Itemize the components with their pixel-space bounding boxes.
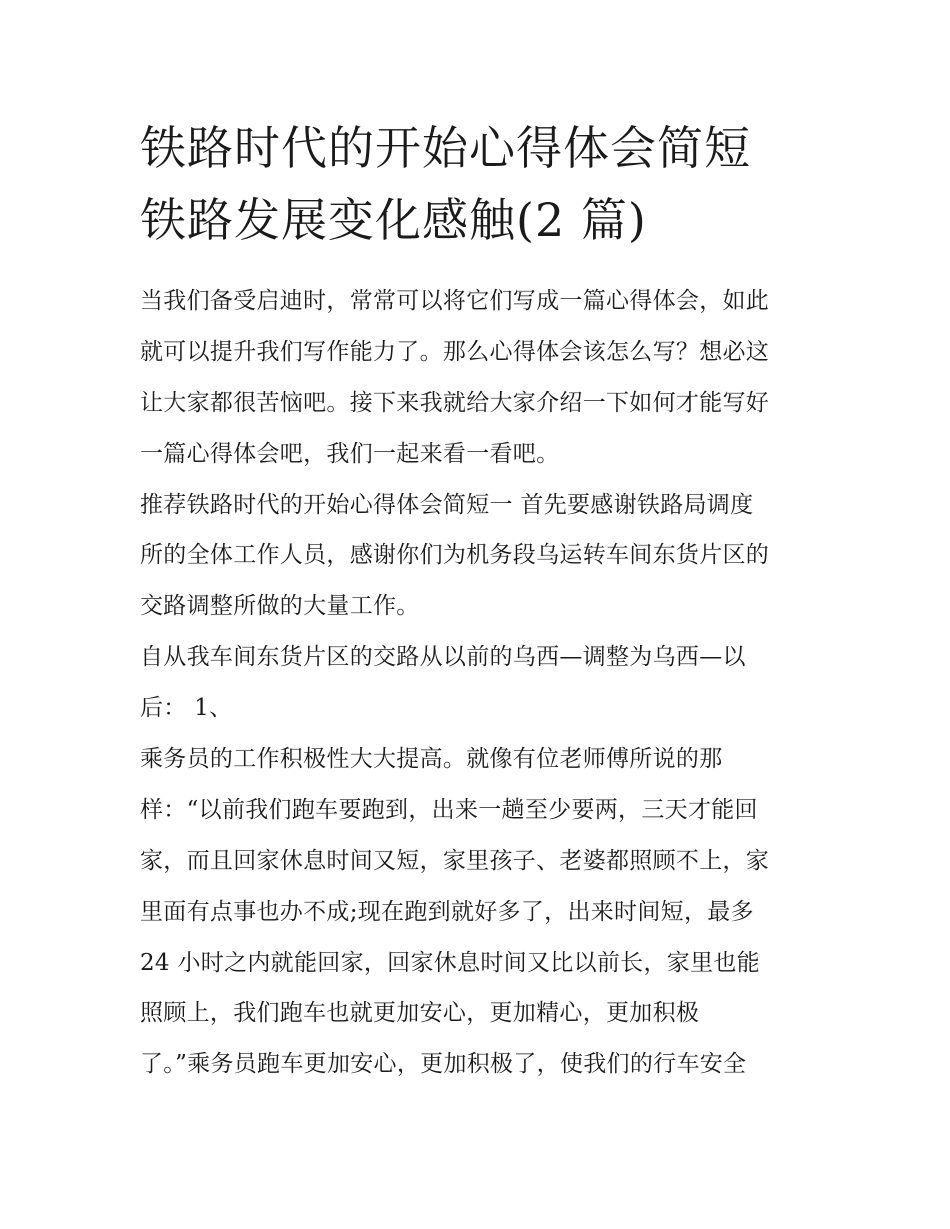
body-line: 了。”乘务员跑车更加安心，更加积极了，使我们的行车安全 (140, 1051, 747, 1078)
body-line: 就可以提升我们写作能力了。那么心得体会该怎么写？想必这 (140, 338, 770, 365)
document-title (140, 112, 820, 256)
body-line: 乘务员的工作积极性大大提高。就像有位老师傅所说的那 (140, 746, 723, 773)
body-line: 让大家都很苦恼吧。接下来我就给大家介绍一下如何才能写好 (140, 389, 770, 416)
body-line: 交路调整所做的大量工作。 (140, 593, 420, 620)
body-line: 当我们备受启迪时，常常可以将它们写成一篇心得体会，如此 (140, 288, 770, 314)
body-line: 样：“以前我们跑车要跑到，出来一趟至少要两，三天才能回 (140, 796, 758, 823)
document-body (140, 276, 820, 1090)
title-line-2: 铁路发展变化感触(2 篇) (140, 193, 647, 247)
body-line: 一篇心得体会吧，我们一起来看一看吧。 (140, 440, 560, 467)
body-line: 24 小时之内就能回家，回家休息时间又比以前长，家里也能 (140, 949, 760, 976)
body-line: 推荐铁路时代的开始心得体会简短一 首先要感谢铁路局调度 (140, 491, 754, 518)
body-line: 自从我车间东货片区的交路从以前的乌西—调整为乌西—以 (140, 644, 746, 671)
body-line: 后： 1、 (140, 695, 233, 722)
body-line: 所的全体工作人员，感谢你们为机务段乌运转车间东货片区的 (140, 542, 770, 569)
body-line: 家，而且回家休息时间又短，家里孩子、老婆都照顾不上，家 (140, 847, 770, 874)
body-line: 里面有点事也办不成;现在跑到就好多了，出来时间短，最多 (140, 898, 754, 925)
body-line: 照顾上，我们跑车也就更加安心，更加精心，更加积极 (140, 1000, 700, 1027)
title-line-1: 铁路时代的开始心得体会简短 (140, 121, 751, 175)
